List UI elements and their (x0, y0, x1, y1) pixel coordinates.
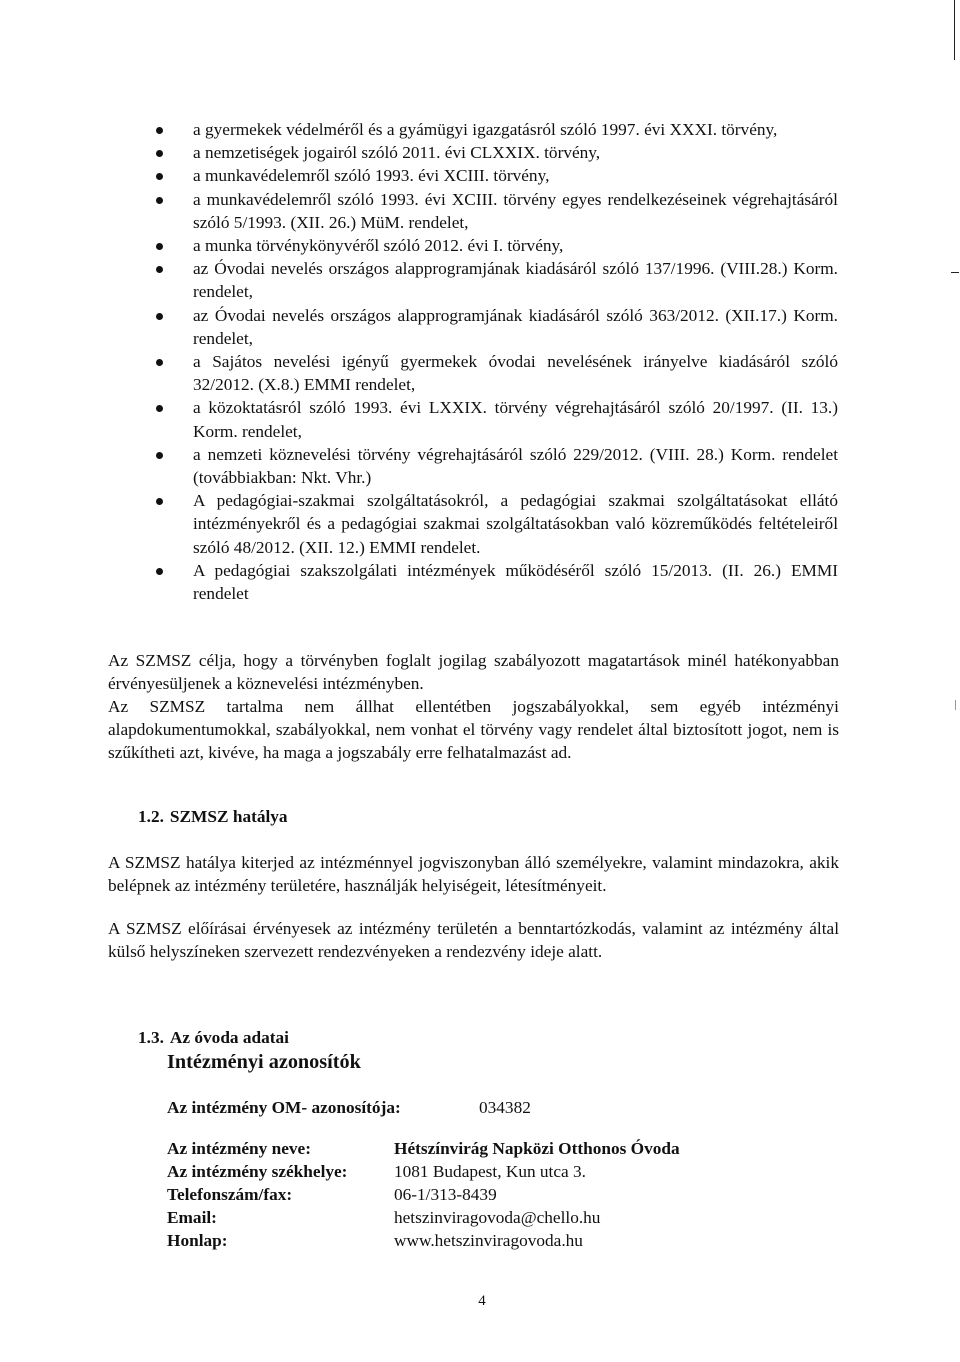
seat-value: 1081 Budapest, Kun utca 3. (394, 1162, 586, 1181)
web-value: www.hetszinviragovoda.hu (394, 1231, 583, 1250)
list-item: a munkavédelemről szóló 1993. évi XCIII. törvény egyes rendelkezéseinek végrehajtásáról szóló 5/1993. (XII. 26.) MüM. rendelet, (155, 188, 838, 234)
scan-edge-mark (954, 0, 955, 60)
email-label: Email: (167, 1208, 217, 1227)
section-number: 1.2. (138, 807, 164, 826)
om-label: Az intézmény OM- azonosítója: (167, 1098, 401, 1117)
section-heading-kindergarten-data (138, 1026, 289, 1049)
phone-label: Telefonszám/fax: (167, 1185, 293, 1204)
list-item: az Óvodai nevelés országos alapprogramjának kiadásáról szóló 363/2012. (XII.17.) Korm. rendelet, (155, 304, 838, 350)
scope-paragraph-1: A SZMSZ hatálya kiterjed az intézménnyel jogviszonyban álló személyekre, valamint mindazokra, akik belépnek az intézmény területére, használják helyiségeit, létesítményeit. (108, 853, 839, 896)
om-value: 034382 (479, 1098, 531, 1117)
list-item: A pedagógiai-szakmai szolgáltatásokról, a pedagógiai szakmai szolgáltatásokat ellátó intézményekről és a pedagógiai szakmai szolgáltatásokban való közreműködés feltételeiről szóló 48/2012. (XII. 12.) EMMI rendelet. (155, 489, 838, 559)
list-item: a nemzetiségek jogairól szóló 2011. évi CLXXIX. törvény, (155, 141, 838, 164)
section-title: Az óvoda adatai (169, 1028, 289, 1047)
web-label: Honlap: (167, 1231, 228, 1250)
detail-row-web (167, 1229, 807, 1252)
scope-paragraph-2: A SZMSZ előírásai érvényesek az intézmény területén a benntartózkodás, valamint az intézmény által külső helyszíneken szervezett rendezvényeken a rendezvény ideje alatt. (108, 919, 839, 962)
purpose-paragraph-2: Az SZMSZ tartalma nem állhat ellentétben jogszabályokkal, sem egyéb intézményi alapdokumentumokkal, szabályokkal, nem vonhat el törvény vagy rendelet által biztosított jogot, nem is szűkítheti azt, kivéve, ha maga a jogszabály erre felhatalmazást ad. (108, 697, 839, 763)
list-item: a munka törvénykönyvéről szóló 2012. évi I. törvény, (155, 234, 838, 257)
detail-row-phone (167, 1183, 807, 1206)
scan-edge-mark (951, 272, 959, 273)
list-item: az Óvodai nevelés országos alapprogramjának kiadásáról szóló 137/1996. (VIII.28.) Korm. rendelet, (155, 257, 838, 303)
list-item: a munkavédelemről szóló 1993. évi XCIII. törvény, (155, 164, 838, 187)
institution-details (167, 1137, 807, 1252)
om-identifier-row (167, 1096, 531, 1119)
scan-edge-mark (955, 700, 956, 710)
list-item: a Sajátos nevelési igényű gyermekek óvodai nevelésének irányelve kiadásáról szóló 32/2012. (X.8.) EMMI rendelet, (155, 350, 838, 396)
identifiers-heading: Intézményi azonosítók (167, 1051, 361, 1073)
detail-row-email (167, 1206, 807, 1229)
section-title: SZMSZ hatálya (169, 807, 288, 826)
phone-value: 06-1/313-8439 (394, 1185, 497, 1204)
list-item: A pedagógiai szakszolgálati intézmények működéséről szóló 15/2013. (II. 26.) EMMI rendelet (155, 559, 838, 605)
page-number: 4 (478, 1293, 486, 1309)
list-item: a gyermekek védelméről és a gyámügyi igazgatásról szóló 1997. évi XXXI. törvény, (155, 118, 838, 141)
seat-label: Az intézmény székhelye: (167, 1162, 348, 1181)
legal-references-list (155, 118, 838, 605)
list-item: a közoktatásról szóló 1993. évi LXXIX. törvény végrehajtásáról szóló 20/1997. (II. 13.) Korm. rendelet, (155, 396, 838, 442)
purpose-paragraph-1: Az SZMSZ célja, hogy a törvényben foglalt jogilag szabályozott magatartások minél hatékonyabban érvényesüljenek a köznevelési intézményben. (108, 651, 839, 694)
email-value: hetszinviragovoda@chello.hu (394, 1208, 601, 1227)
section-heading-scope (138, 805, 288, 828)
list-item: a nemzeti köznevelési törvény végrehajtásáról szóló 229/2012. (VIII. 28.) Korm. rendelet (továbbiakban: Nkt. Vhr.) (155, 443, 838, 489)
name-value: Hétszínvirág Napközi Otthonos Óvoda (394, 1139, 680, 1158)
detail-row-name (167, 1137, 807, 1160)
name-label: Az intézmény neve: (167, 1139, 311, 1158)
detail-row-seat (167, 1160, 807, 1183)
section-number: 1.3. (138, 1028, 164, 1047)
